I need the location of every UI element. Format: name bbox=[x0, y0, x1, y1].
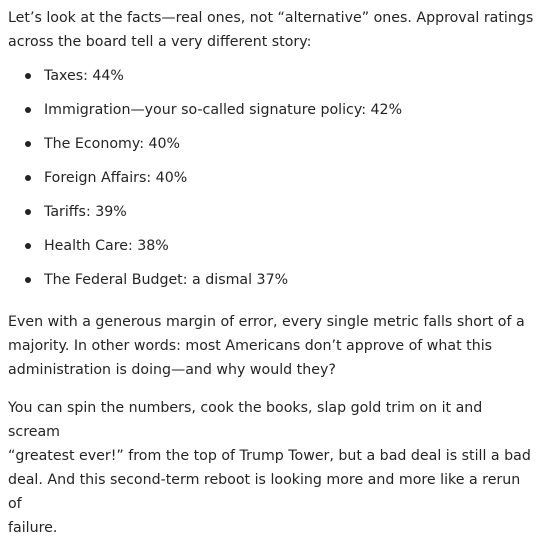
list-item-label: Foreign Affairs: 40% bbox=[44, 170, 188, 186]
list-item-label: Taxes: 44% bbox=[44, 68, 124, 84]
paragraph2-line-1: Even with a generous margin of error, every single metric falls short of a bbox=[8, 314, 525, 330]
bullet-icon bbox=[25, 243, 31, 249]
bullet-icon bbox=[25, 175, 31, 181]
list-item-federal-budget bbox=[8, 268, 536, 302]
list-item-tariffs bbox=[8, 200, 536, 234]
intro-line-1: Let’s look at the facts—real ones, not “alternative” ones. Approval ratings bbox=[8, 10, 534, 26]
paragraph3-line-3: deal. And this second-term reboot is looking more and more like a rerun of bbox=[8, 472, 521, 512]
list-item-taxes bbox=[8, 64, 536, 98]
list-item-foreign-affairs bbox=[8, 166, 536, 200]
bullet-icon bbox=[25, 141, 31, 147]
bullet-icon bbox=[25, 209, 31, 215]
closing-paragraph bbox=[8, 396, 536, 540]
approval-ratings-list bbox=[8, 64, 536, 302]
list-item-label: Health Care: 38% bbox=[44, 238, 169, 254]
list-item-label: Immigration—your so-called signature policy: 42% bbox=[44, 102, 403, 118]
bullet-icon bbox=[25, 73, 31, 79]
paragraph3-line-2: “greatest ever!” from the top of Trump Tower, but a bad deal is still a bad bbox=[8, 448, 531, 464]
list-item-label: The Economy: 40% bbox=[44, 136, 181, 152]
intro-paragraph bbox=[8, 6, 536, 54]
paragraph3-line-1: You can spin the numbers, cook the books, slap gold trim on it and scream bbox=[8, 400, 483, 440]
list-item-label: Tariffs: 39% bbox=[44, 204, 127, 220]
paragraph2-line-2: majority. In other words: most Americans don’t approve of what this bbox=[8, 338, 493, 354]
intro-line-2: across the board tell a very different story: bbox=[8, 34, 312, 50]
list-item-immigration bbox=[8, 98, 536, 132]
bullet-icon bbox=[25, 107, 31, 113]
list-item-label: The Federal Budget: a dismal 37% bbox=[44, 272, 289, 288]
paragraph2-line-3: administration is doing—and why would they? bbox=[8, 362, 336, 378]
paragraph3-line-4: failure. bbox=[8, 520, 58, 536]
bullet-icon bbox=[25, 277, 31, 283]
list-item-economy bbox=[8, 132, 536, 166]
analysis-paragraph bbox=[8, 310, 536, 382]
list-item-health-care bbox=[8, 234, 536, 268]
